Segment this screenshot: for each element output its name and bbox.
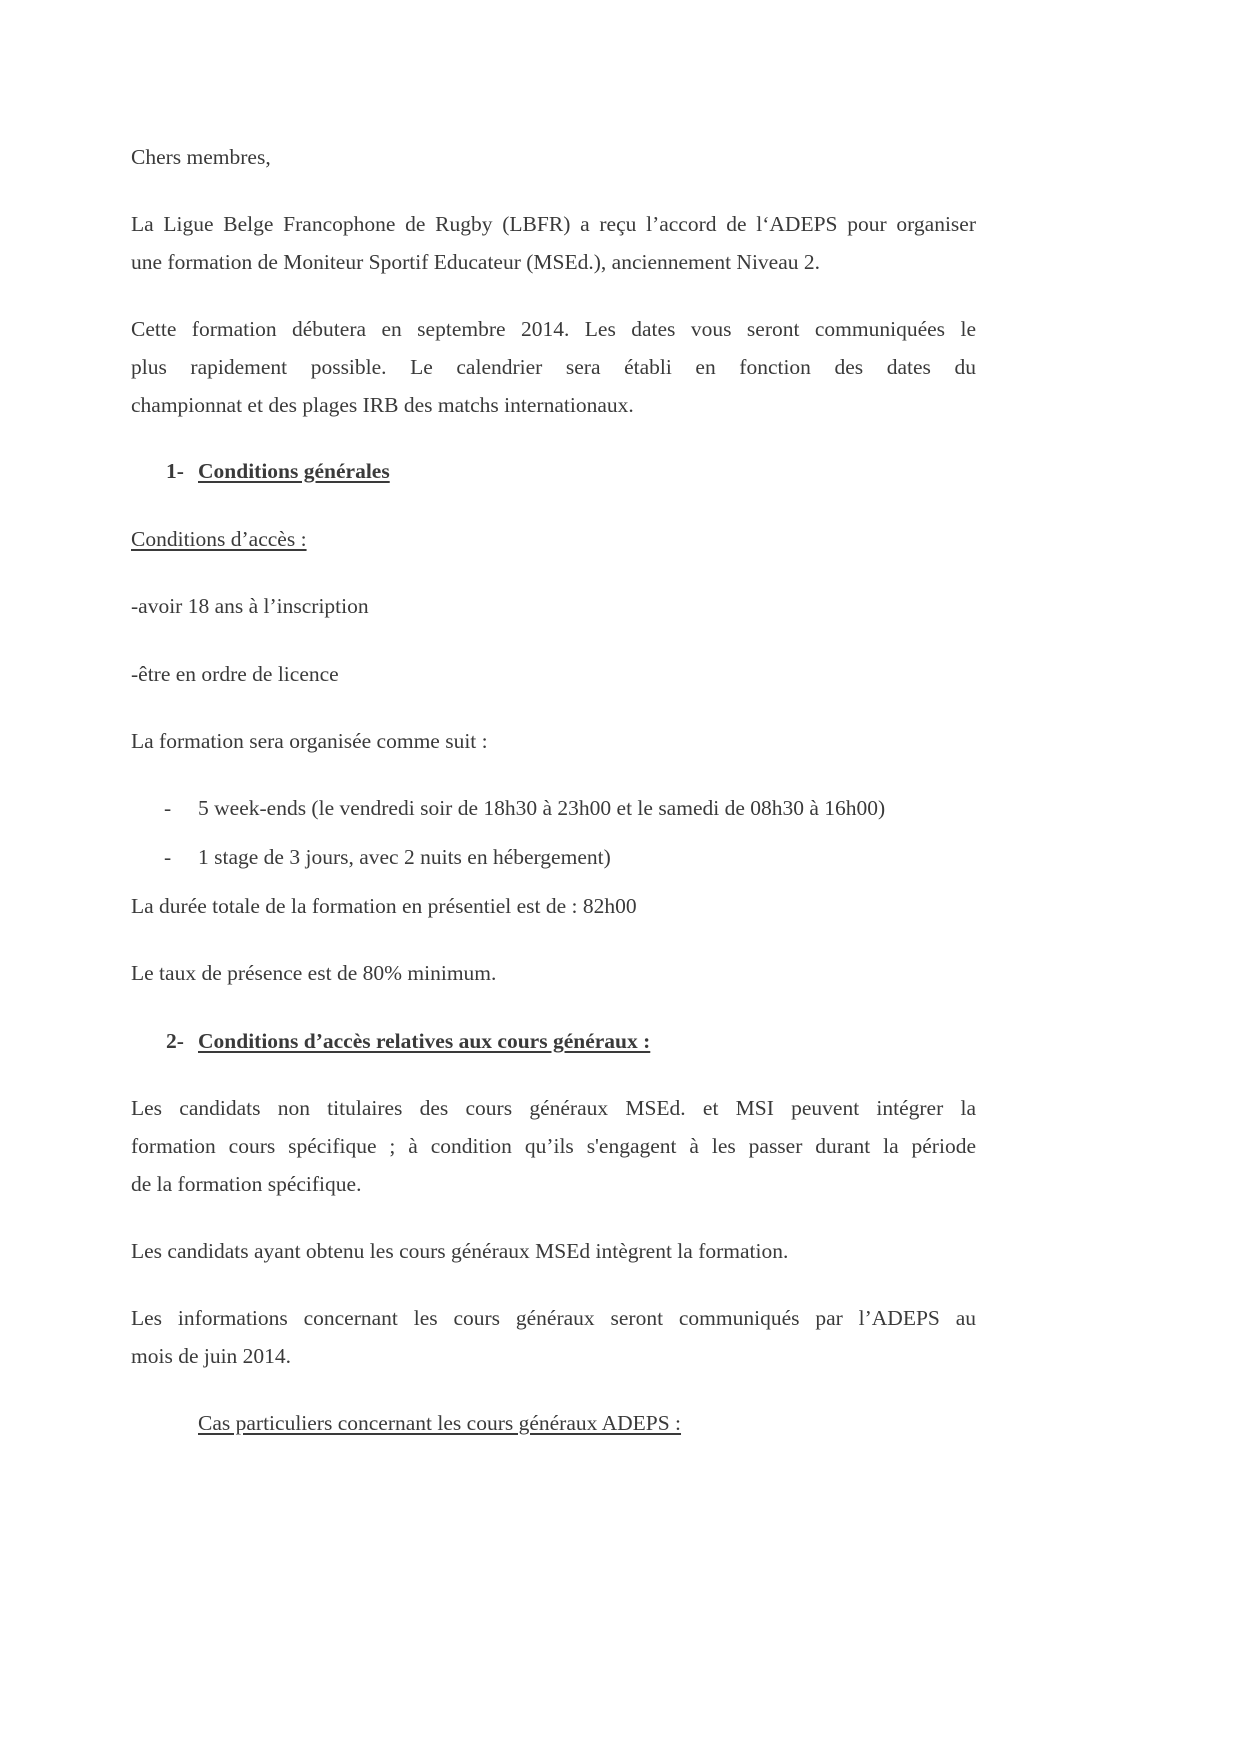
bullet-marker: - — [164, 796, 172, 820]
organisation-intro: La formation sera organisée comme suit : — [131, 729, 488, 753]
holders: Les candidats ayant obtenu les cours généraux MSEd intègrent la formation. — [131, 1239, 789, 1263]
schedule-line: championnat et des plages IRB des matchs internationaux. — [131, 393, 634, 417]
organisation-item: 1 stage de 3 jours, avec 2 nuits en hébergement) — [198, 845, 611, 869]
non-holders-line: Les candidats non titulaires des cours généraux MSEd. et MSI peuvent intégrer la — [131, 1096, 976, 1120]
intro-line: une formation de Moniteur Sportif Educateur (MSEd.), anciennement Niveau 2. — [131, 250, 820, 274]
section-2-title: Conditions d’accès relatives aux cours généraux : — [198, 1029, 651, 1053]
intro-line: La Ligue Belge Francophone de Rugby (LBFR) a reçu l’accord de l‘ADEPS pour organiser — [131, 212, 976, 236]
schedule-line: plus rapidement possible. Le calendrier sera établi en fonction des dates du — [131, 355, 976, 379]
schedule-line: Cette formation débutera en septembre 2014. Les dates vous seront communiquées le — [131, 317, 976, 341]
non-holders-line: de la formation spécifique. — [131, 1172, 362, 1196]
greeting: Chers membres, — [131, 145, 271, 169]
section-1-title: Conditions générales — [198, 459, 390, 483]
section-1-number: 1- — [166, 459, 184, 483]
access-heading: Conditions d’accès : — [131, 527, 307, 551]
access-item: -avoir 18 ans à l’inscription — [131, 594, 369, 618]
section-2-number: 2- — [166, 1029, 184, 1053]
organisation-item: 5 week-ends (le vendredi soir de 18h30 à 23h00 et le samedi de 08h30 à 16h00) — [198, 796, 886, 820]
duration: La durée totale de la formation en présentiel est de : 82h00 — [131, 894, 637, 918]
non-holders-line: formation cours spécifique ; à condition qu’ils s'engagent à les passer durant la période — [131, 1134, 976, 1158]
attendance: Le taux de présence est de 80% minimum. — [131, 961, 497, 985]
info-line: mois de juin 2014. — [131, 1344, 292, 1368]
access-item: -être en ordre de licence — [131, 662, 339, 686]
special-cases-heading: Cas particuliers concernant les cours généraux ADEPS : — [198, 1411, 682, 1435]
bullet-marker: - — [164, 845, 172, 869]
info-line: Les informations concernant les cours généraux seront communiqués par l’ADEPS au — [131, 1306, 976, 1330]
